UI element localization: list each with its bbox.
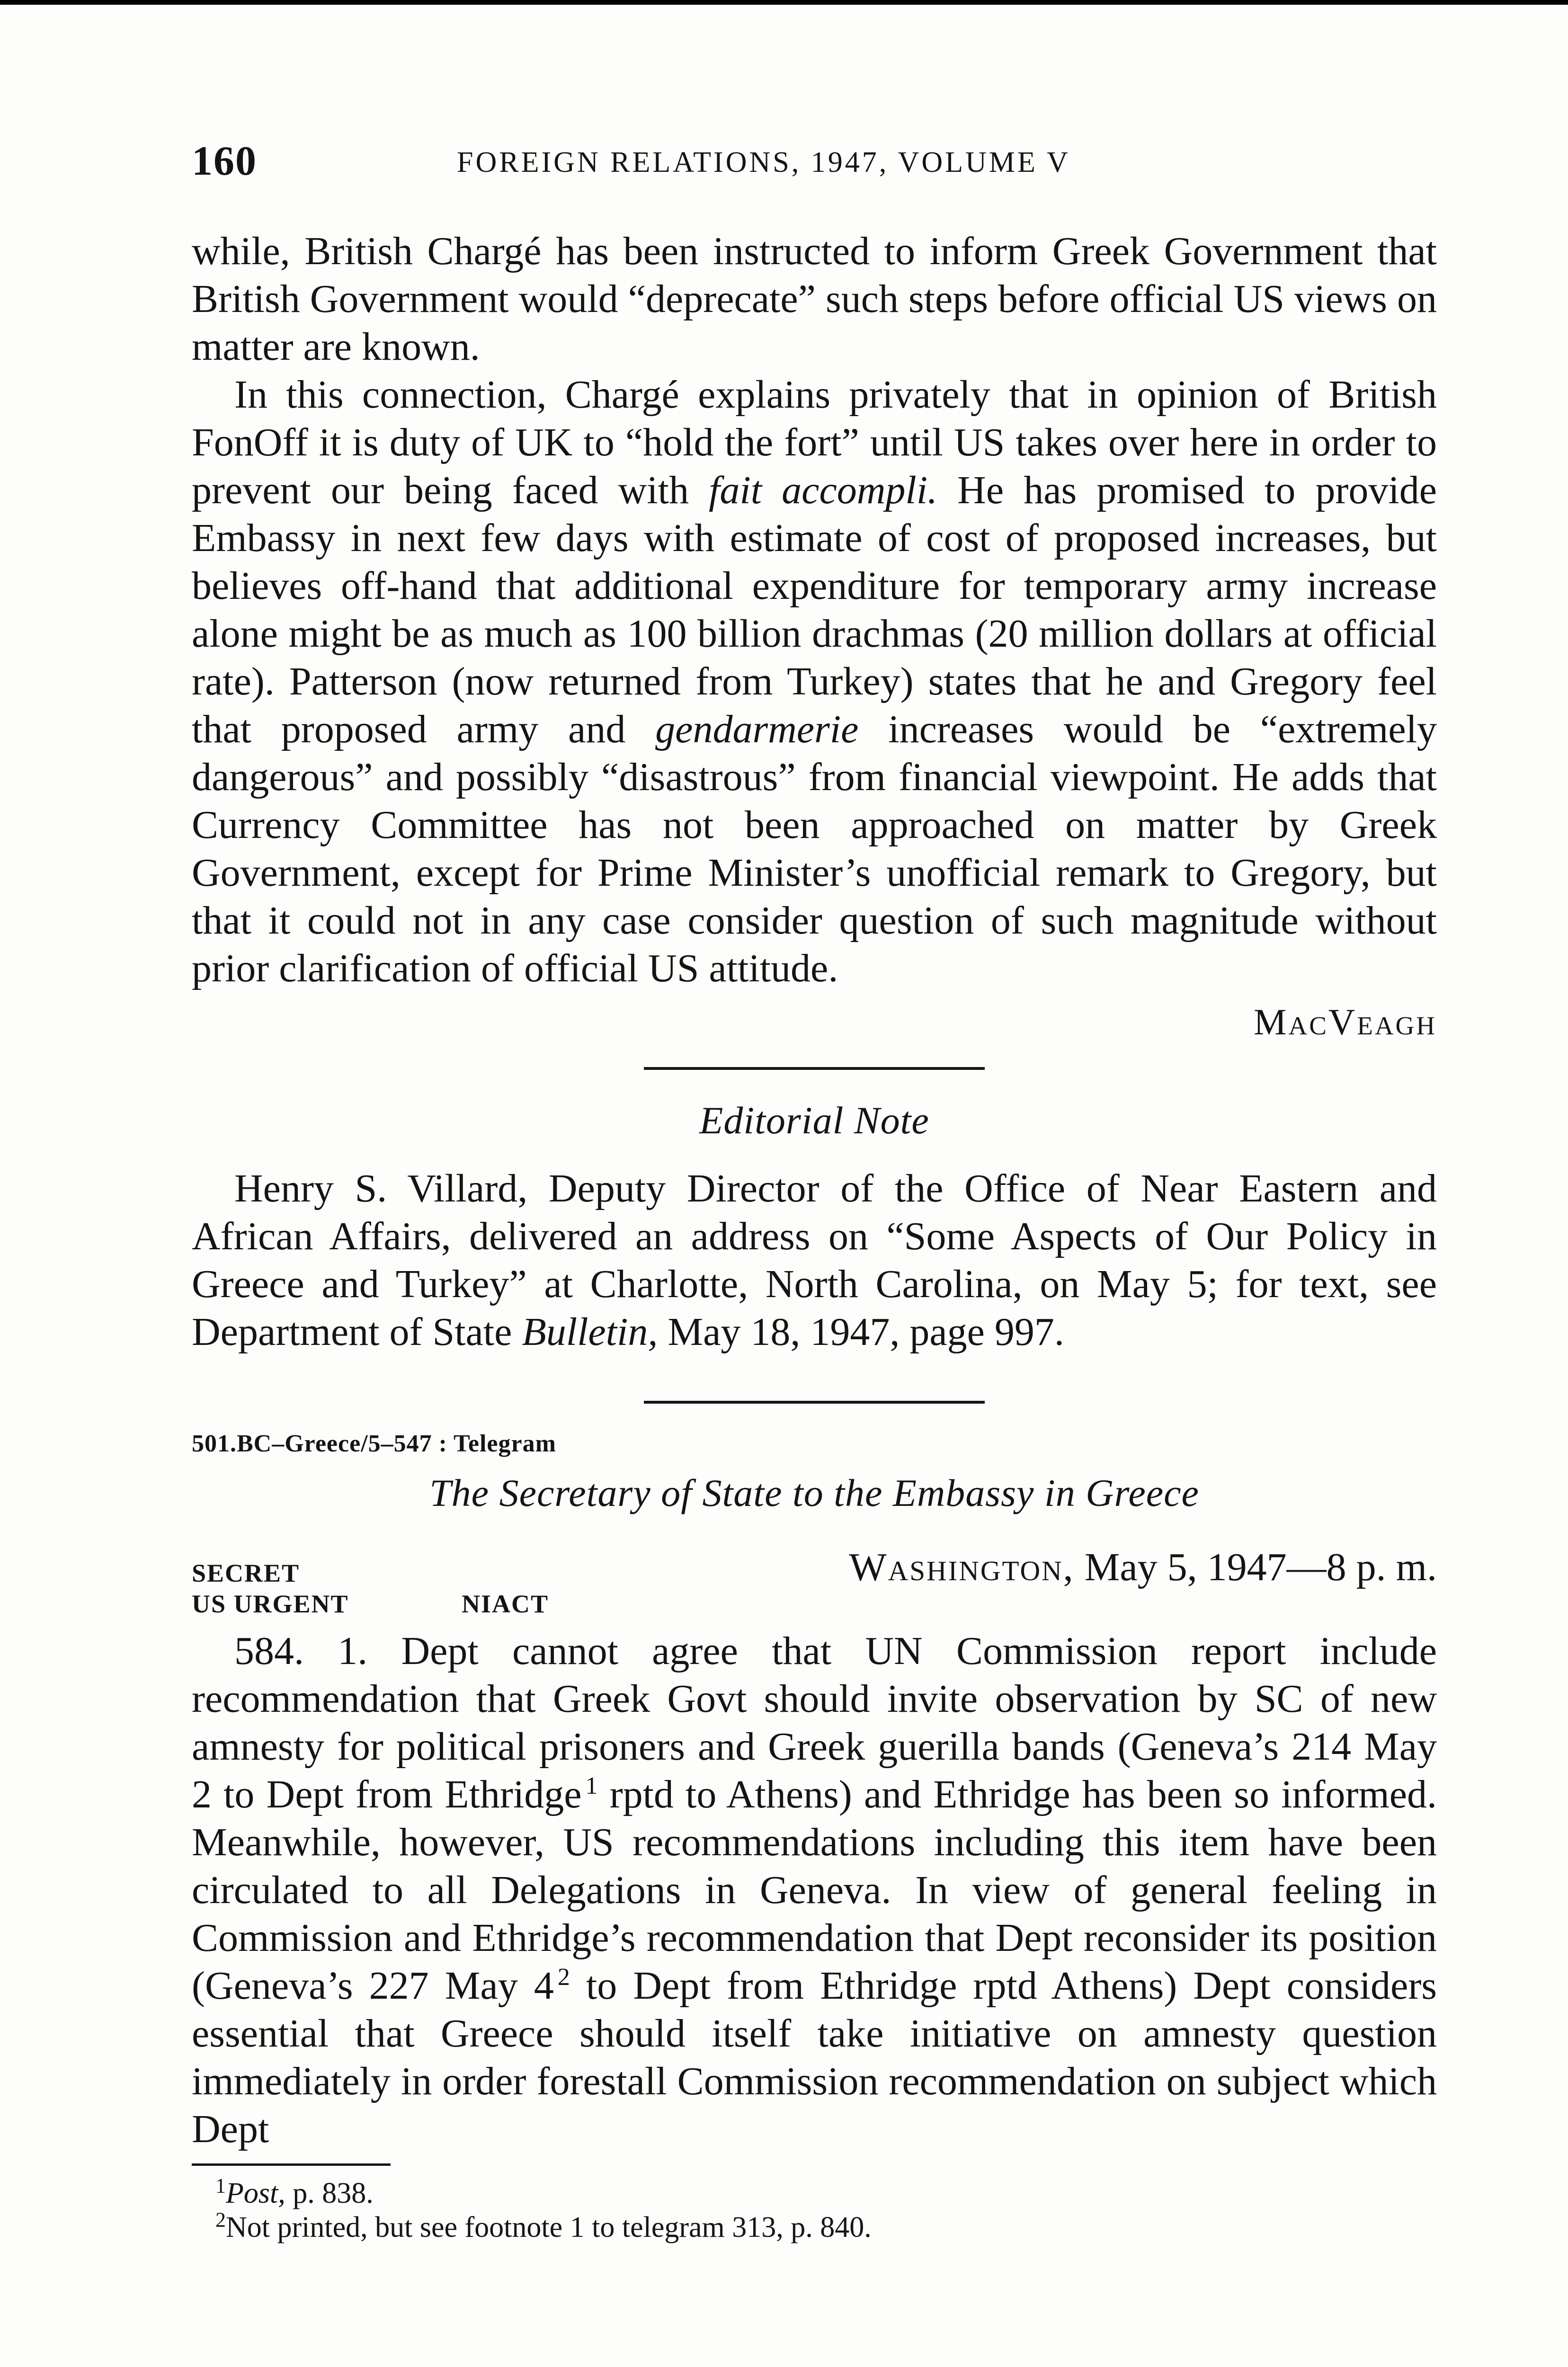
footnote-1: [215, 2176, 1437, 2210]
page-number: 160: [192, 138, 257, 184]
paragraph-charge-explanation: [192, 371, 1437, 992]
footnote-italic: Post,: [226, 2177, 285, 2209]
footnote-mark: 2: [215, 2208, 226, 2232]
italic-phrase: fait accompli.: [709, 468, 938, 512]
continuation-paragraph: while, British Chargé has been instructed to inform Greek Government that British Government would “deprecate” such steps before official US views on matter are known.: [192, 229, 1437, 369]
telegram-body: [192, 1627, 1437, 2153]
paragraph-text: In this connection, Chargé explains privately that in opinion of British FonOff it is duty of UK to “hold the fort” until US takes over here in order to prevent our being faced with: [192, 373, 1437, 512]
telegram-title: The Secretary of State to the Embassy in Greece: [429, 1471, 1199, 1514]
footnote-text: Not printed, but see footnote 1 to telegram 313, p. 840.: [226, 2211, 872, 2243]
italic-phrase: Bulletin,: [522, 1310, 658, 1354]
dateline: [849, 1544, 1437, 1590]
paragraph-text: 584. 1. Dept cannot agree that UN Commission report include recommendation that Greek Govt should invite observation by SC of new amnesty for political prisoners and Greek guerilla bands (Geneva’s 214 May 2 to Dept from Ethridge: [192, 1629, 1437, 1816]
dateline-date: May 5, 1947—8 p. m.: [1074, 1545, 1437, 1589]
urgency-label: US URGENT: [192, 1590, 349, 1618]
scan-border: [0, 0, 1568, 5]
footnote-reference: 1: [585, 1772, 598, 1799]
classification-label: SECRET: [192, 1559, 300, 1587]
section-divider: [644, 1067, 985, 1070]
classification-row: [192, 1544, 1437, 1589]
footnote-mark: 1: [215, 2174, 226, 2198]
footnote-text: p. 838.: [285, 2177, 374, 2209]
italic-phrase: gendarmerie: [655, 707, 859, 751]
running-title: FOREIGN RELATIONS, 1947, VOLUME V: [457, 146, 1070, 178]
editorial-note-heading: Editorial Note: [699, 1099, 929, 1142]
paragraph-text: He has promised to provide Embassy in next few days with estimate of cost of proposed increases, but believes off-hand that additional expenditure for temporary army increase alone might be as much as 100 billion drachmas (20 million dollars at official rate). Patterson (now returned from Turkey) states that he and Gregory feel that proposed army and: [192, 468, 1437, 751]
telegram-file-reference: 501.BC–Greece/5–547 : Telegram: [192, 1430, 556, 1457]
footnote-reference: 2: [557, 1964, 570, 1991]
signature: MacVeagh: [1254, 1001, 1437, 1042]
paragraph-text: to Dept from Ethridge rptd Athens) Dept considers essential that Greece should itself take initiative on amnesty question immediately in order forestall Commission recommendation on subject which Dept: [192, 1964, 1437, 2151]
paragraph-text: May 18, 1947, page 997.: [658, 1310, 1064, 1354]
niact-label: NIACT: [462, 1590, 549, 1618]
main-text-column: [192, 227, 1437, 2244]
running-head: [192, 137, 1437, 189]
dateline-place: Washington,: [849, 1545, 1075, 1589]
footnote-divider: [192, 2163, 391, 2166]
section-divider: [644, 1401, 985, 1404]
paragraph-text: rptd to Athens) and Ethridge has been so informed. Meanwhile, however, US recommendations including this item have been circulated to all Delegations in Geneva. In view of general feeling in Commission and Ethridge’s recommendation that Dept reconsider its position (Geneva’s 227 May 4: [192, 1772, 1437, 2008]
editorial-note-paragraph: [192, 1165, 1437, 1356]
urgency-row: [192, 1589, 1437, 1627]
footnote-2: [215, 2210, 1437, 2244]
footnotes: [192, 2176, 1437, 2244]
paragraph-text: Henry S. Villard, Deputy Director of the Office of Near Eastern and African Affairs, delivered an address on “Some Aspects of Our Policy in Greece and Turkey” at Charlotte, North Carolina, on May 5; for text, see Department of State: [192, 1166, 1437, 1354]
paragraph-text: increases would be “extremely dangerous” and possibly “disastrous” from financial viewpoint. He adds that Currency Committee has not been approached on matter by Greek Government, except for Prime Minister’s unofficial remark to Gregory, but that it could not in any case consider question of such magnitude without prior clarification of official US attitude.: [192, 707, 1437, 990]
